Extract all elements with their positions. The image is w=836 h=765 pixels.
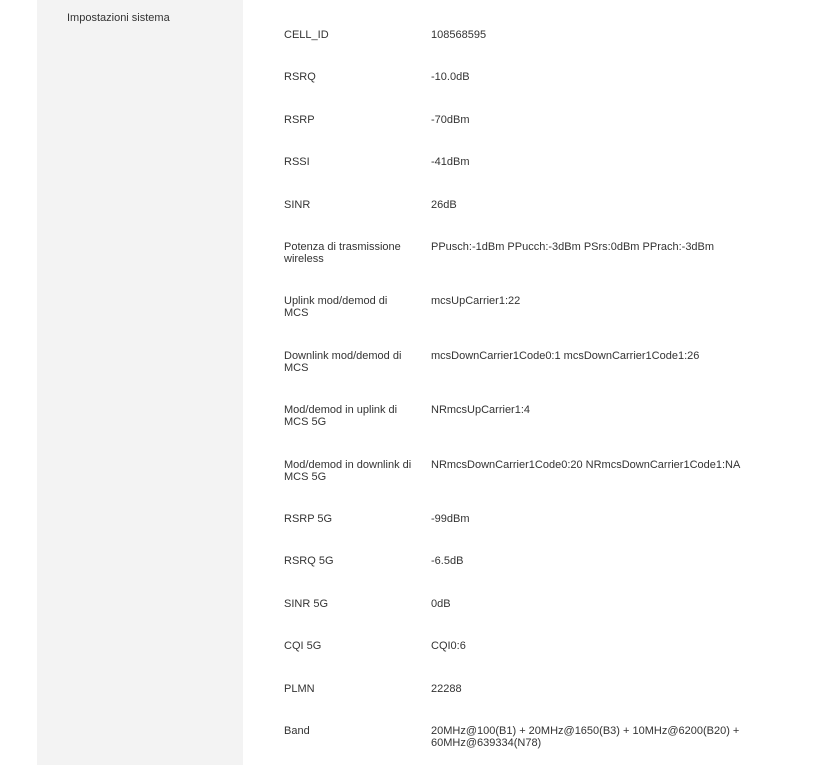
sidebar-item-impostazioni-sistema[interactable]: Impostazioni sistema xyxy=(67,12,170,24)
info-row-rsrp xyxy=(284,114,804,126)
device-info-panel xyxy=(243,0,836,765)
info-value: NRmcsDownCarrier1Code0:20 NRmcsDownCarrier1Code1:NA xyxy=(431,459,741,471)
info-label: Downlink mod/demod di MCS xyxy=(284,350,402,374)
info-label: CELL_ID xyxy=(284,29,329,41)
info-label: Uplink mod/demod di MCS xyxy=(284,295,388,319)
info-row-downlink-mcs-5g xyxy=(284,459,804,483)
info-row-rssi xyxy=(284,156,804,168)
info-row-uplink-mcs xyxy=(284,295,804,319)
info-value: -41dBm xyxy=(431,156,470,168)
sidebar xyxy=(37,0,243,765)
info-row-tx-power xyxy=(284,241,804,265)
info-row-sinr-5g xyxy=(284,598,804,610)
info-row-cqi-5g xyxy=(284,640,804,652)
info-value: PPusch:-1dBm PPucch:-3dBm PSrs:0dBm PPrach:-3dBm xyxy=(431,241,715,253)
info-row-sinr xyxy=(284,199,804,211)
info-label: PLMN xyxy=(284,683,315,695)
info-row-band xyxy=(284,725,804,749)
info-row-rsrq xyxy=(284,71,804,83)
info-row-plmn xyxy=(284,683,804,695)
info-label: Mod/demod in uplink di MCS 5G xyxy=(284,404,398,428)
info-label: SINR xyxy=(284,199,311,211)
info-label: Band xyxy=(284,725,310,737)
info-label: Potenza di trasmissione wireless xyxy=(284,241,401,265)
info-label: SINR 5G xyxy=(284,598,329,610)
info-row-cell-id xyxy=(284,29,804,41)
info-value: 22288 xyxy=(431,683,462,695)
info-value: NRmcsUpCarrier1:4 xyxy=(431,404,531,416)
info-row-rsrq-5g xyxy=(284,555,804,567)
info-value: 26dB xyxy=(431,199,457,211)
info-value: 0dB xyxy=(431,598,451,610)
info-value: -70dBm xyxy=(431,114,470,126)
info-value: 108568595 xyxy=(431,29,487,41)
info-label: RSRQ 5G xyxy=(284,555,334,567)
info-value: -99dBm xyxy=(431,513,470,525)
info-value: mcsUpCarrier1:22 xyxy=(431,295,521,307)
info-label: RSRP xyxy=(284,114,315,126)
info-label: RSSI xyxy=(284,156,310,168)
info-label: Mod/demod in downlink di MCS 5G xyxy=(284,459,412,483)
info-value: mcsDownCarrier1Code0:1 mcsDownCarrier1Code1:26 xyxy=(431,350,700,362)
info-value: CQI0:6 xyxy=(431,640,466,652)
info-value: -6.5dB xyxy=(431,555,464,567)
info-row-uplink-mcs-5g xyxy=(284,404,804,428)
info-row-downlink-mcs xyxy=(284,350,804,374)
info-label: RSRP 5G xyxy=(284,513,333,525)
info-value: -10.0dB xyxy=(431,71,470,83)
info-row-rsrp-5g xyxy=(284,513,804,525)
info-label: RSRQ xyxy=(284,71,316,83)
info-value: 20MHz@100(B1) + 20MHz@1650(B3) + 10MHz@6200(B20) + 60MHz@639334(N78) xyxy=(431,725,740,749)
info-label: CQI 5G xyxy=(284,640,322,652)
